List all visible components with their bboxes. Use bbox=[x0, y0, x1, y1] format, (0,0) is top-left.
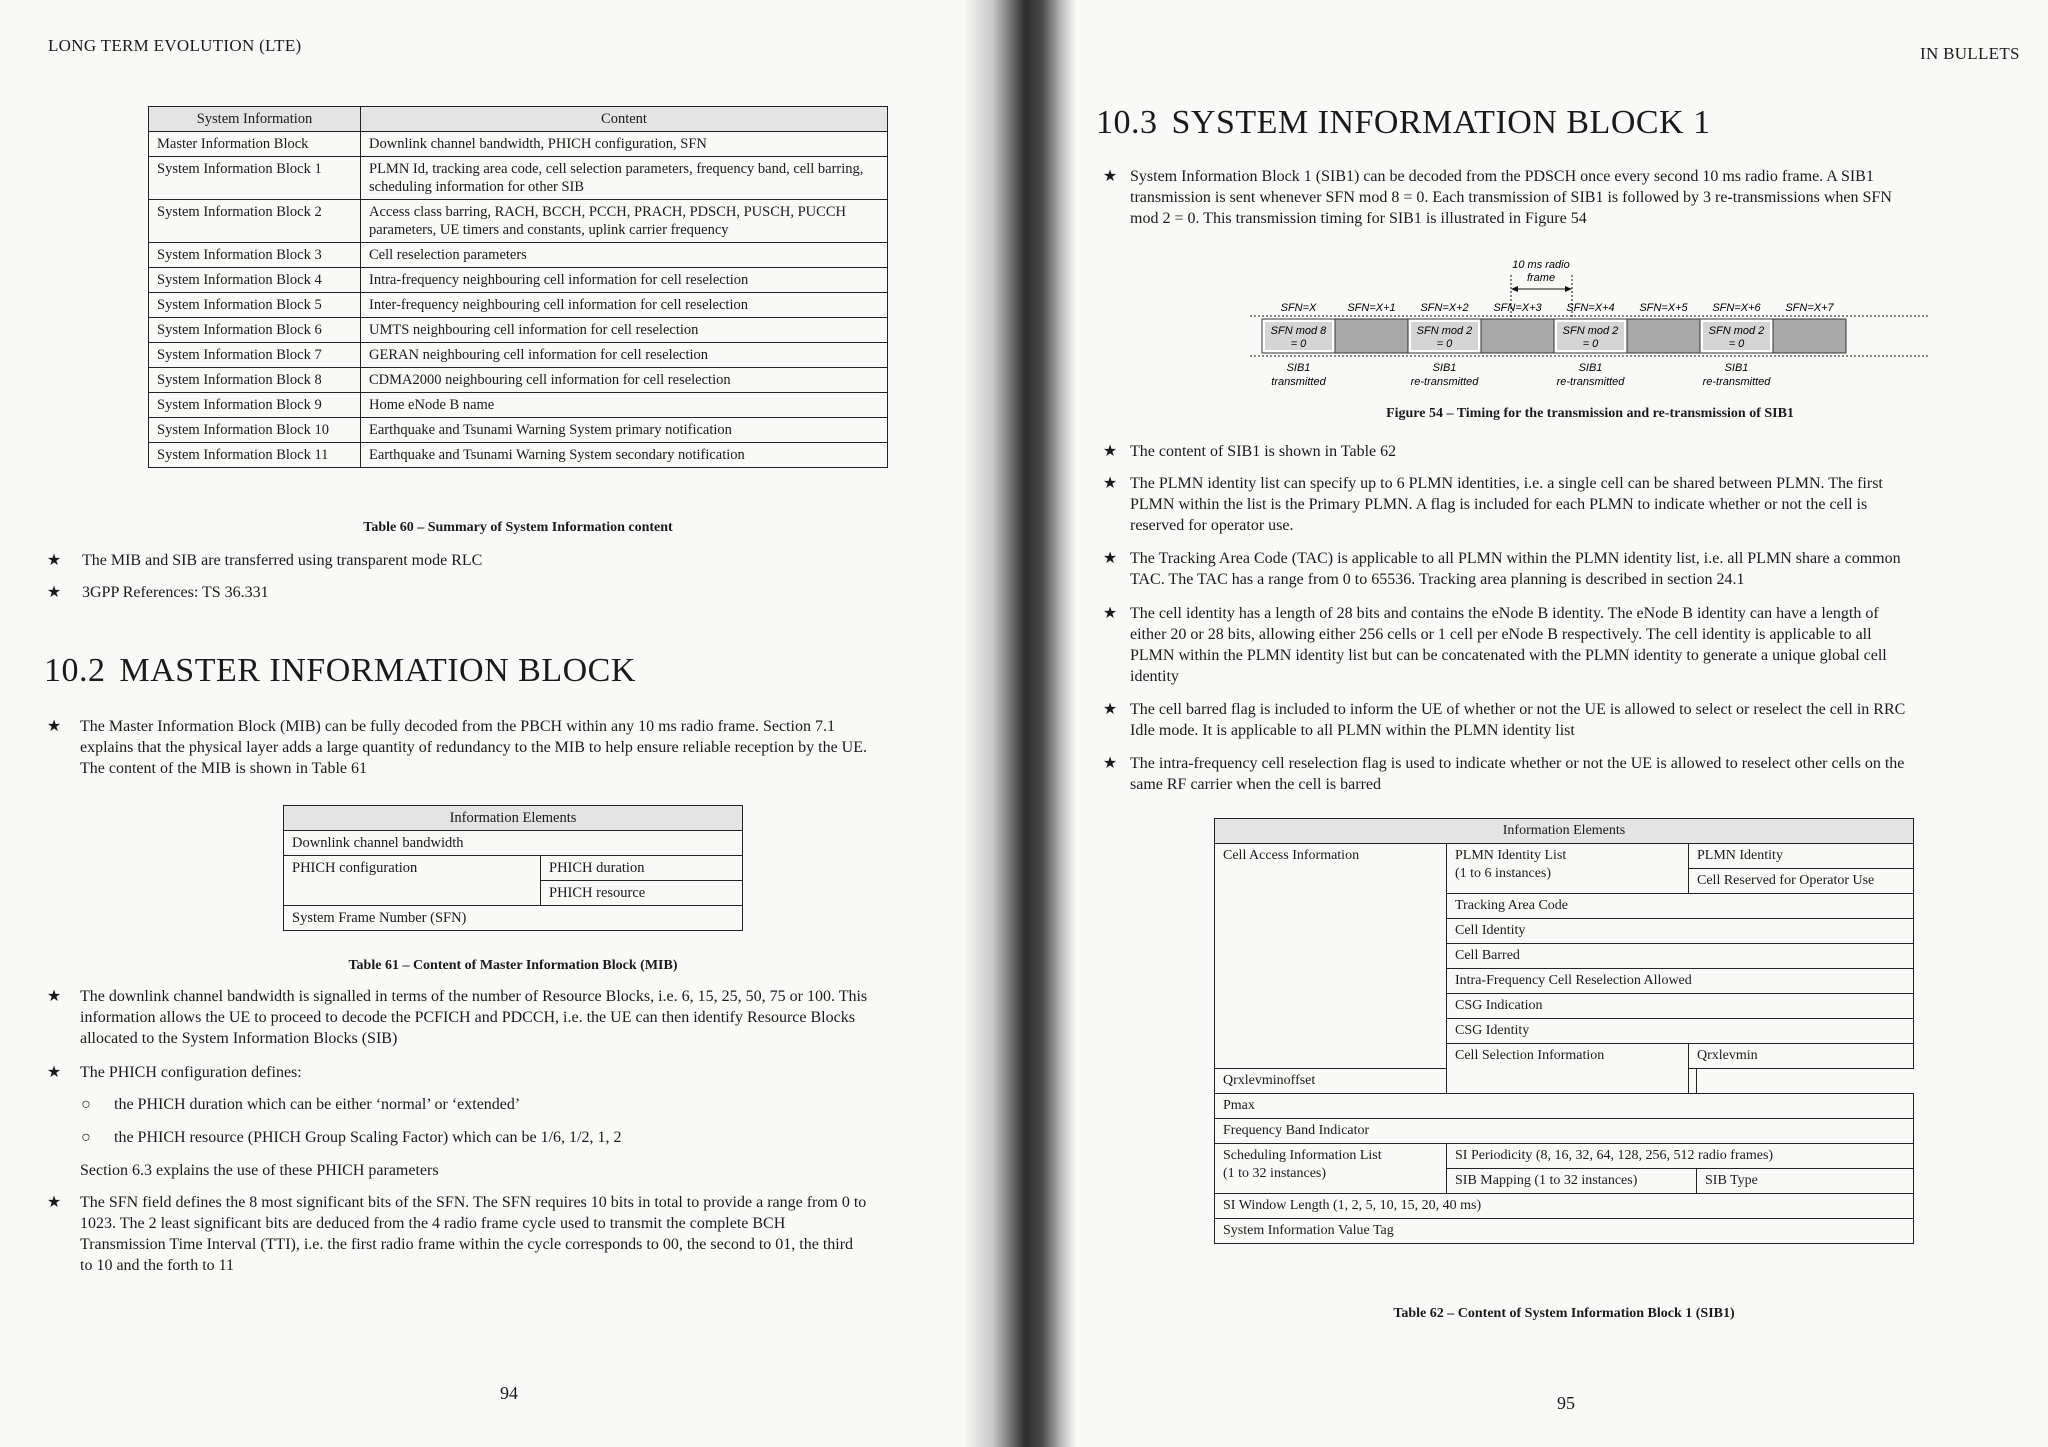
table-row bbox=[1215, 844, 1914, 894]
star-bullet-icon: ★ bbox=[46, 1064, 62, 1081]
right-running-head: IN BULLETS bbox=[1920, 44, 2020, 63]
table-row bbox=[149, 157, 888, 200]
table-row: PHICH resource bbox=[284, 881, 743, 906]
table-row: PHICH configuration PHICH duration bbox=[284, 856, 743, 881]
sfn-mod-eq: = 0 bbox=[1728, 338, 1745, 350]
star-bullet-icon: ★ bbox=[46, 1194, 62, 1211]
table-row: System Information Value Tag bbox=[1215, 1219, 1914, 1244]
table-cell-content: Intra-frequency neighbouring cell information for cell reselection bbox=[361, 268, 888, 293]
star-bullet-icon: ★ bbox=[1102, 475, 1118, 492]
star-bullet-icon: ★ bbox=[1102, 168, 1118, 185]
table-61 bbox=[283, 805, 743, 931]
sfn-mod-label: SFN mod 8 bbox=[1270, 325, 1327, 337]
table-cell-content: Downlink channel bandwidth, PHICH configuration, SFN bbox=[361, 132, 888, 157]
table-cell-content: Cell reselection parameters bbox=[361, 243, 888, 268]
sib1-status-label: re-transmitted bbox=[1556, 376, 1625, 388]
table-cell-name: System Information Block 1 bbox=[149, 157, 361, 200]
table-row: System Frame Number (SFN) bbox=[284, 906, 743, 931]
sfn-label: SFN=X+6 bbox=[1712, 302, 1761, 314]
table-header: Information Elements bbox=[1215, 819, 1914, 844]
star-bullet-icon: ★ bbox=[1102, 443, 1118, 460]
table-cell-content: UMTS neighbouring cell information for cell reselection bbox=[361, 318, 888, 343]
table-row: CSG Indication bbox=[1215, 994, 1914, 1019]
table-row bbox=[149, 243, 888, 268]
sfn-label: SFN=X+5 bbox=[1639, 302, 1688, 314]
sfn-label: SFN=X+3 bbox=[1493, 302, 1542, 314]
star-bullet-icon: ★ bbox=[1102, 550, 1118, 567]
table-cell-content: CDMA2000 neighbouring cell information for cell reselection bbox=[361, 368, 888, 393]
circle-bullet-icon: ○ bbox=[81, 1129, 91, 1146]
table-cell: PLMN Identity List (1 to 6 instances) bbox=[1447, 844, 1689, 894]
sfn-mod-eq: = 0 bbox=[1582, 338, 1599, 350]
star-bullet-icon: ★ bbox=[46, 552, 62, 569]
page-number-right: 95 bbox=[1557, 1393, 1575, 1413]
table-row bbox=[149, 293, 888, 318]
table-60-caption: Table 60 – Summary of System Information content bbox=[363, 520, 673, 535]
table-row bbox=[149, 418, 888, 443]
table-row: Cell Selection Information Qrxlevmin bbox=[1215, 1044, 1914, 1069]
right-page: IN BULLETS 10.3 SYSTEM INFORMATION BLOCK 1 ★ System Information Block 1 (SIB1) can be decoded from the PDSCH once every second 10 ms radio frame. A SIB1 transmission is sent whenever SFN mod 8 = 0. Each transmission of SIB1 is followed by 3 re-transmissions when SFN mod 2 = 0. This transmission timing for SIB1 is illustrated in Figure 54 10 ms radio frame SFN=X SFN=X+1 SFN=X+2 SFN=X+3 SFN=X+4 SFN=X+5 SFN=X+6 SFN=X+7 SFN mod 8 = 0 SIB1 transmitted SFN mod 2 = 0 SIB1 re-transmitted SFN mod 2 = 0 SIB1 re-transmitted SFN mod 2 = 0 SIB1 re-transmitted Figure 54 – Timing for the transmission and re-transmission of SIB1 ★ The content of SIB1 is shown in Table 62 ★ The PLMN identity list can specify up to 6 PLMN identities, i.e. a single cell can be shared between PLMN. The first PLMN within the list is the Primary PLMN. A flag is included for each PLMN to indicate whether or not the cell is reserved for operator use. ★ The Tracking Area Code (TAC) is applicable to all PLMN within the PLMN identity list, i.e. all PLMN share a common TAC. The TAC has a range from 0 to 65536. Tracking area planning is described in section 24.1 ★ The cell identity has a length of 28 bits and contains the eNode B identity. The eNode B identity can have a length of either 20 or 28 bits, allowing either 256 cells or 1 cell per eNode B respectively. The cell identity is applicable to all PLMN within the PLMN identity list but can be concatenated with the PLMN identity to generate a unique global cell identity ★ The cell barred flag is included to inform the UE of whether or not the UE is allowed to select or reselect the cell in RRC Idle mode. It is applicable to all PLMN within the PLMN identity list ★ The intra-frequency cell reselection flag is used to indicate whether or not the UE is allowed to reselect other cells on the same RF carrier when the cell is barred Information Elements Cell Access Information PLMN Identity List (1 to 6 instances) PLMN Identity Cell Reserved for Operator Use Tracking Area Code Cell Identity Cell Barred Intra-Frequency Cell Reselection Allowed CSG Indication CSG Identity Cell Selection Information Qrxlevmin Qrxlevminoffset Pmax Frequency Band Indicator Scheduling Information List (1 to 32 instances) SI Periodicity (8, 16, 32, 64, 128, 256, 512 radio frames) SIB Mapping (1 to 32 instances) SIB Type SI Window Length (1, 2, 5, 10, 15, 20, 40 ms) System Information Value Tag Table 62 – Content of System Information Block 1 (SIB1) 95 bbox=[1040, 0, 2048, 1447]
table-cell: Cell Access Information bbox=[1215, 844, 1447, 1069]
radio-frame-label: frame bbox=[1526, 272, 1556, 284]
table-62 bbox=[1214, 818, 1914, 1244]
sfn-mod-label: SFN mod 2 bbox=[1708, 325, 1765, 337]
table-header: Content bbox=[361, 107, 888, 132]
table-row bbox=[149, 343, 888, 368]
sfn-label: SFN=X bbox=[1280, 302, 1317, 314]
table-row: Scheduling Information List (1 to 32 instances) SI Periodicity (8, 16, 32, 64, 128, 256, 512 radio frames) bbox=[1215, 1144, 1914, 1169]
star-bullet-icon: ★ bbox=[46, 584, 62, 601]
table-row bbox=[149, 268, 888, 293]
table-row: Cell Barred bbox=[1215, 944, 1914, 969]
table-cell: Scheduling Information List (1 to 32 instances) bbox=[1215, 1144, 1447, 1194]
sib1-label: SIB1 bbox=[1578, 362, 1603, 374]
table-cell-content: Earthquake and Tsunami Warning System primary notification bbox=[361, 418, 888, 443]
table-cell-content: Inter-frequency neighbouring cell information for cell reselection bbox=[361, 293, 888, 318]
table-cell-content: Home eNode B name bbox=[361, 393, 888, 418]
sfn-mod-label: SFN mod 2 bbox=[1562, 325, 1619, 337]
sib1-label: SIB1 bbox=[1432, 362, 1457, 374]
table-cell-name: System Information Block 4 bbox=[149, 268, 361, 293]
left-page: LONG TERM EVOLUTION (LTE) System Information Content Master Information Block Downlink channel bandwidth, PHICH configuration, SFN System Information Block 1 PLMN Id, tracking area code, cell selection parameters, frequency band, cell barring, scheduling information for other SIB System Information Block 2 Access class barring, RACH, BCCH, PCCH, PRACH, PDSCH, PUSCH, PUCCH parameters, UE timers and constants, uplink carrier frequency System Information Block 3 Cell reselection parameters System Information Block 4 Intra-frequency neighbouring cell information for cell reselection System Information Block 5 Inter-frequency neighbouring cell information for cell reselection System Information Block 6 UMTS neighbouring cell information for cell reselection System Information Block 7 GERAN neighbouring cell information for cell reselection System Information Block 8 CDMA2000 neighbouring cell information for cell reselection System Information Block 9 Home eNode B name System Information Block 10 Earthquake and Tsunami Warning System primary notification System Information Block 11 Earthquake and Tsunami Warning System secondary notification Table 60 – Summary of System Information content ★ The MIB and SIB are transferred using transparent mode RLC ★ 3GPP References: TS 36.331 10.2 MASTER INFORMATION BLOCK ★ The Master Information Block (MIB) can be fully decoded from the PBCH within any 10 ms radio frame. Section 7.1 explains that the physical layer adds a large quantity of redundancy to the MIB to help ensure reliable reception by the UE. The content of the MIB is shown in Table 61 Information Elements Downlink channel bandwidth PHICH configuration PHICH duration PHICH resource System Frame Number (SFN) Table 61 – Content of Master Information Block (MIB) ★ The downlink channel bandwidth is signalled in terms of the number of Resource Blocks, i.e. 6, 15, 25, 50, 75 or 100. This information allows the UE to proceed to decode the PCFICH and PDCCH, i.e. the UE can then identify Resource Blocks allocated to the System Information Blocks (SIB) ★ The PHICH configuration defines: ○ the PHICH duration which can be either ‘normal’ or ‘extended’ ○ the PHICH resource (PHICH Group Scaling Factor) which can be 1/6, 1/2, 1, 2 Section 6.3 explains the use of these PHICH parameters ★ The SFN field defines the 8 most significant bits of the SFN. The SFN requires 10 bits in total to provide a range from 0 to 1023. The 2 least significant bits are deduced from the 4 radio frame cycle used to transmit the complete BCH Transmission Time Interval (TTI), i.e. the first radio frame within the cycle corresponds to 00, the second to 01, the third to 10 and the forth to 11 94 bbox=[0, 0, 1000, 1447]
table-cell-name: System Information Block 7 bbox=[149, 343, 361, 368]
table-row bbox=[149, 107, 888, 132]
circle-bullet-icon: ○ bbox=[81, 1096, 91, 1113]
radio-frame-label: 10 ms radio bbox=[1512, 259, 1570, 271]
sfn-mod-eq: = 0 bbox=[1436, 338, 1453, 350]
table-60-body bbox=[149, 107, 888, 468]
table-cell-name: System Information Block 11 bbox=[149, 443, 361, 468]
arrow-left-icon bbox=[1511, 286, 1518, 292]
table-60 bbox=[148, 106, 888, 468]
table-row: Qrxlevminoffset bbox=[1215, 1069, 1914, 1094]
book-gutter-shadow bbox=[965, 0, 1075, 1447]
table-cell-name: System Information Block 2 bbox=[149, 200, 361, 243]
arrow-right-icon bbox=[1565, 286, 1572, 292]
table-cell-name: Master Information Block bbox=[149, 132, 361, 157]
sfn-label: SFN=X+7 bbox=[1785, 302, 1834, 314]
table-row bbox=[149, 443, 888, 468]
table-row bbox=[149, 393, 888, 418]
table-row bbox=[149, 132, 888, 157]
section-heading-10-3: 10.3 SYSTEM INFORMATION BLOCK 1 bbox=[1096, 104, 1711, 141]
section-heading-10-2: 10.2 MASTER INFORMATION BLOCK bbox=[44, 652, 636, 689]
left-running-head: LONG TERM EVOLUTION (LTE) bbox=[48, 36, 302, 55]
star-bullet-icon: ★ bbox=[46, 988, 62, 1005]
page-number-left: 94 bbox=[500, 1383, 518, 1403]
table-cell-name: System Information Block 5 bbox=[149, 293, 361, 318]
table-row: Pmax bbox=[1215, 1094, 1914, 1119]
table-cell-name: System Information Block 3 bbox=[149, 243, 361, 268]
table-row: Cell Identity bbox=[1215, 919, 1914, 944]
sfn-label: SFN=X+1 bbox=[1347, 302, 1396, 314]
table-row: SI Window Length (1, 2, 5, 10, 15, 20, 40 ms) bbox=[1215, 1194, 1914, 1219]
star-bullet-icon: ★ bbox=[46, 718, 62, 735]
sfn-label: SFN=X+2 bbox=[1420, 302, 1469, 314]
table-header: Information Elements bbox=[284, 806, 743, 831]
idle-frame bbox=[1773, 319, 1846, 353]
table-row: CSG Identity bbox=[1215, 1019, 1914, 1044]
sfn-mod-eq: = 0 bbox=[1290, 338, 1307, 350]
sib1-label: SIB1 bbox=[1286, 362, 1311, 374]
table-61-caption: Table 61 – Content of Master Information Block (MIB) bbox=[348, 958, 678, 973]
sfn-mod-label: SFN mod 2 bbox=[1416, 325, 1473, 337]
table-cell-name: System Information Block 6 bbox=[149, 318, 361, 343]
star-bullet-icon: ★ bbox=[1102, 755, 1118, 772]
figure-54-timing-diagram bbox=[1250, 255, 1930, 400]
table-cell-content: PLMN Id, tracking area code, cell selection parameters, frequency band, cell barring, scheduling information for other SIB bbox=[361, 157, 888, 200]
table-row bbox=[284, 806, 743, 831]
sib1-status-label: transmitted bbox=[1271, 376, 1326, 388]
table-cell-content: Earthquake and Tsunami Warning System secondary notification bbox=[361, 443, 888, 468]
sib1-status-label: re-transmitted bbox=[1702, 376, 1771, 388]
table-cell-content: Access class barring, RACH, BCCH, PCCH, PRACH, PDSCH, PUSCH, PUCCH parameters, UE timers and constants, uplink carrier frequency bbox=[361, 200, 888, 243]
section-63-note: Section 6.3 explains the use of these PHICH parameters bbox=[80, 1162, 439, 1179]
table-row: Intra-Frequency Cell Reselection Allowed bbox=[1215, 969, 1914, 994]
star-bullet-icon: ★ bbox=[1102, 701, 1118, 718]
sib1-label: SIB1 bbox=[1724, 362, 1749, 374]
table-row bbox=[149, 200, 888, 243]
table-row: Tracking Area Code bbox=[1215, 894, 1914, 919]
table-cell: PLMN Identity Cell Reserved for Operator Use bbox=[1689, 844, 1914, 894]
sfn-labels bbox=[1281, 302, 1835, 314]
table-row: Downlink channel bandwidth bbox=[284, 831, 743, 856]
idle-frame bbox=[1335, 319, 1408, 353]
idle-frame bbox=[1481, 319, 1554, 353]
table-row bbox=[1215, 819, 1914, 844]
table-row bbox=[149, 318, 888, 343]
table-row bbox=[149, 368, 888, 393]
table-cell-content: GERAN neighbouring cell information for cell reselection bbox=[361, 343, 888, 368]
table-header: System Information bbox=[149, 107, 361, 132]
sfn-label: SFN=X+4 bbox=[1566, 302, 1615, 314]
radio-frames bbox=[1262, 319, 1846, 388]
idle-frame bbox=[1627, 319, 1700, 353]
table-cell-name: System Information Block 9 bbox=[149, 393, 361, 418]
figure-54-caption: Figure 54 – Timing for the transmission and re-transmission of SIB1 bbox=[1386, 406, 1794, 421]
table-cell-name: System Information Block 10 bbox=[149, 418, 361, 443]
table-row: Frequency Band Indicator bbox=[1215, 1119, 1914, 1144]
star-bullet-icon: ★ bbox=[1102, 605, 1118, 622]
table-row: SIB Mapping (1 to 32 instances) SIB Type bbox=[1215, 1169, 1914, 1194]
sib1-status-label: re-transmitted bbox=[1410, 376, 1479, 388]
table-62-caption: Table 62 – Content of System Information Block 1 (SIB1) bbox=[1393, 1306, 1735, 1321]
table-cell-name: System Information Block 8 bbox=[149, 368, 361, 393]
